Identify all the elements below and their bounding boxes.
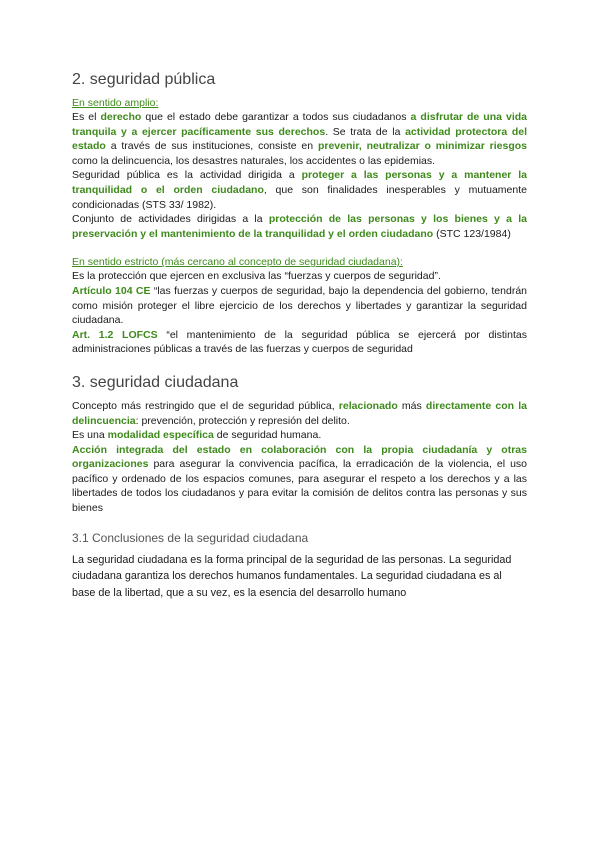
s3-paragraph-2 — [72, 428, 527, 443]
body-text: Concepto más restringido que el de seguridad pública, — [72, 399, 339, 412]
s31-paragraph-1: La seguridad ciudadana es la forma principal de la seguridad de las personas. La seguridad ciudadana garantiza los derechos humanos fundamentales. La seguridad ciudadana es al base de la libertad, que a su vez, es la esencia del desarrollo humano — [72, 553, 512, 599]
section-2-heading: 2. seguridad pública — [72, 71, 216, 88]
body-text: de seguridad humana. — [213, 429, 322, 442]
s2-paragraph-1 — [72, 110, 527, 168]
s2-paragraph-5 — [72, 284, 527, 328]
section-3-heading: 3. seguridad ciudadana — [72, 373, 239, 391]
body-text: (STC 123/1984) — [433, 227, 511, 240]
estricto-subheading: En sentido estricto (más cercano al concepto de seguridad ciudadana): — [72, 256, 403, 269]
s2-paragraph-4 — [72, 269, 527, 284]
section-3-1-heading: 3.1 Conclusiones de la seguridad ciudadana — [72, 530, 309, 545]
body-text: Conjunto de actividades dirigidas a la — [72, 213, 269, 226]
highlighted-text: directamente con la delincuencia — [72, 399, 528, 427]
body-text: “el mantenimiento de la seguridad pública se ejercerá por distintas administraciones públicas a través de las fuerzas y cuerpos de seguridad — [72, 328, 527, 356]
highlighted-text: Acción integrada del estado en colaboración con la propia ciudadanía y otras organizaciones — [72, 443, 527, 471]
highlighted-text: prevenir, neutralizar o minimizar riesgos — [317, 140, 528, 153]
body-text: . Se trata de la — [325, 125, 406, 138]
amplio-subheading: En sentido amplio: — [72, 97, 159, 109]
s2-paragraph-2 — [72, 168, 527, 212]
body-text: a través de sus instituciones, consiste en — [105, 140, 318, 153]
s2-paragraph-3 — [72, 212, 527, 241]
body-text: para asegurar la convivencia pacífica, la erradicación de la violencia, el uso pacífico y ordenado de los espacios comunes, para asegurar el respeto a los derechos y a las libertades de todos los ciudadanos y para evitar la comisión de delitos contra las personas y sus bienes — [72, 458, 527, 515]
highlighted-text: actividad protectora del estado — [72, 125, 527, 153]
body-text: Es el — [72, 111, 101, 123]
body-text: como la delincuencia, los desastres naturales, los accidentes o las epidemias. — [72, 154, 436, 167]
document-page — [72, 70, 527, 601]
highlighted-text: Artículo 104 CE — [72, 284, 151, 297]
highlighted-text: a disfrutar de una vida tranquila y a ejercer pacíficamente sus derechos — [72, 111, 528, 138]
highlighted-text: protección de las personas y los bienes y a la preservación y el mantenimiento de la tranquilidad y el orden ciudadano — [72, 213, 527, 240]
body-text: : prevención, protección y represión del delito. — [135, 414, 350, 427]
s3-paragraph-3 — [72, 443, 527, 516]
highlighted-text: modalidad específica — [107, 429, 214, 442]
body-text: que el estado debe garantizar a todos sus ciudadanos — [141, 111, 411, 123]
highlighted-text: proteger a las personas y a mantener la tranquilidad o el orden ciudadano — [72, 169, 527, 196]
s3-paragraph-1 — [72, 399, 527, 428]
body-text: Seguridad pública es la actividad dirigida a — [72, 169, 302, 182]
highlighted-text: Art. 1.2 LOFCS — [72, 328, 158, 341]
body-text: Es la protección que ejercen en exclusiva las “fuerzas y cuerpos de seguridad”. — [72, 270, 441, 283]
body-text: “las fuerzas y cuerpos de seguridad, bajo la dependencia del gobierno, tendrán como misión proteger el libre ejercicio de los derechos y libertades y garantizar la seguridad ciudadana. — [72, 284, 527, 327]
s2-paragraph-6 — [72, 328, 527, 357]
body-text: Es una — [72, 429, 108, 442]
body-text: , que son finalidades inesperables y mutuamente condicionadas (STS 33/ 1982). — [72, 183, 527, 211]
body-text: más — [397, 399, 426, 412]
highlighted-text: derecho — [100, 111, 142, 123]
highlighted-text: relacionado — [338, 399, 398, 412]
